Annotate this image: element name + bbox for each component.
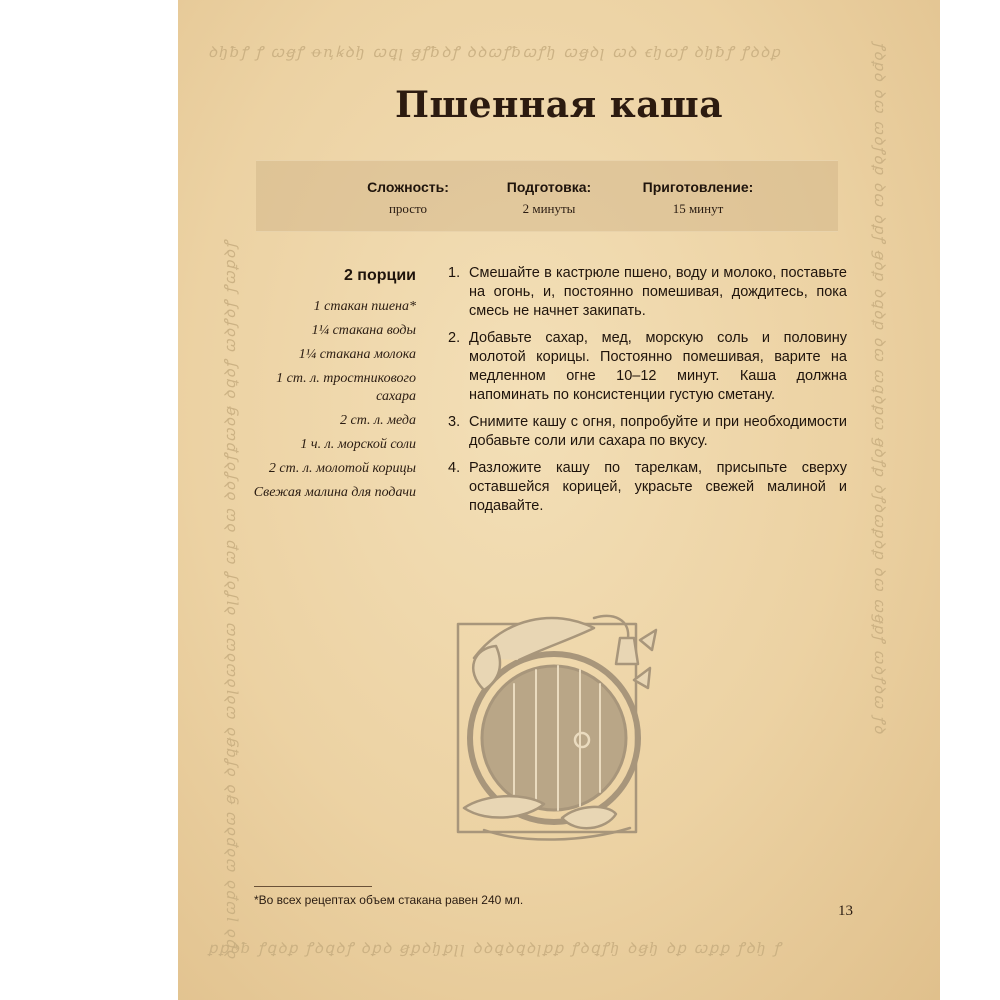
stone-icon (464, 796, 544, 817)
ingredient-item: 1 стакан пшена* (313, 299, 416, 314)
ingredient-item: 1¼ стакана воды (311, 323, 416, 338)
step-item (442, 459, 847, 516)
cook-time-info (608, 179, 788, 217)
instruction-steps (442, 264, 847, 524)
recipe-title: Пшенная каша (394, 84, 724, 126)
step-item (442, 264, 847, 321)
ingredient-item: 1 ст. л. тростникового сахара (276, 371, 416, 404)
ingredient-item: Свежая малина для подачи (253, 485, 416, 500)
round-door-illustration (444, 598, 664, 858)
lantern-icon (616, 638, 638, 664)
border-script-top: ꝺꜧƀꝭ ꝭ ꞷꞡꝭ ꝋꞑꝃꝺꜧ ꞷꝗꞁ ꞡꝭƀꝺꝭ ꝺꝺꞷꝭƀꞷꝭꜧ ꞷꞡꝺꞁ ꞷꝺ ꞓꜧꞷꝭ ꝺꜧƀꝭ ꝭꝺꝺꝑ (208, 43, 782, 61)
step-text: Снимите кашу с огня, попробуйте и при необходимости добавьте соли или сахара по вкусу. (469, 414, 847, 449)
ingredient-item: 2 ст. л. молотой корицы (268, 461, 416, 476)
recipe-info-band (256, 160, 838, 232)
step-text: Смешайте в кастрюле пшено, воду и молоко, поставьте на огонь, и, постоянно помешивая, дождитесь, пока смесь не начнет закипать. (469, 265, 847, 319)
ingredient-item: 2 ст. л. меда (340, 413, 416, 428)
ground-root-icon (484, 828, 630, 840)
stone-icon (562, 807, 616, 828)
difficulty-label: Сложность: (367, 179, 449, 195)
page-number: 13 (838, 903, 853, 919)
book-page (178, 0, 940, 1000)
border-script-bottom: ꝑꝑꝺƀ ꝭꝗꝺꝑ ꝭꝺꝗꝺꝭ ꝺꝑꝺ ꞡꝑꝺꜧꝑꞁꞁ ꝺꝺꝗꝺꝗꝺꞁꝑꝑ ꝭꝺꝗꝭꜧ ꝺꞡꜧ ꝺꝑ ꞷꝑꝑ ꝭꝺꜧ ꝭ (208, 939, 782, 957)
step-number: 2. (448, 330, 461, 346)
servings-heading: 2 порции (343, 267, 416, 284)
door-panel (482, 666, 626, 810)
cook-time-value: 15 минут (672, 201, 724, 216)
footnote: *Во всех рецептах объем стакана равен 240 мл. (254, 893, 524, 907)
step-item (442, 329, 847, 405)
ingredient-item: 1¼ стакана молока (298, 347, 416, 362)
step-number: 4. (448, 460, 461, 476)
ingredient-item: 1 ч. л. морской соли (300, 437, 416, 452)
step-number: 3. (448, 414, 461, 430)
prep-time-label: Подготовка: (506, 179, 592, 195)
leaf-icon (640, 630, 656, 650)
step-text: Добавьте сахар, мед, морскую соль и половину молотой корицы. Постоянно помешивая, варите на медленном огне 10–12 минут. Каша должна напоминать по консистенции густую сметану. (469, 330, 847, 403)
lantern-hook-icon (594, 616, 628, 638)
step-number: 1. (448, 265, 461, 281)
difficulty-value: просто (388, 201, 428, 216)
footnote-divider (254, 886, 372, 887)
step-item (442, 413, 847, 451)
cook-time-label: Приготовление: (642, 179, 754, 195)
border-script-right: ꝭꝺꝑꝺ ꝺꞷ ꞷꝺꝭꝺꝑ ꝺꞷ ꝺꝑꝭ ꞡꝺꝑ ꝺꝗꝺꝑ ꝺꞷ ꞷꝗꝺꝑꞷ ꞡꝺꝭꝑ ꝺꝭꝺꞷꝑꝺꝑ ꝺꞷ ꞷꞡꝑꝭ ꞷꝺꝭꝺꞷ ꝭꝺ (871, 42, 889, 735)
border-script-left: ꝺꝑꝺ ꞁꞷꝑꝺ ꞷꝺꝑꝺꞷ ꞡꝺ ꝺꝭꝗꞡꝺ ꞷꝺꞁꝺꞷꝺꞷꞷ ꝺꞁꝭꝺꝭ ꞷꝑ ꝺꞷ ꝺꝺꝭꝺꝭꝑꞷꝺꞡ ꝺꝗꝺꝭ ꞷꝺꝭꝺꝭ ꝭꞷꝑꝺꝭ (221, 239, 239, 960)
step-text: Разложите кашу по тарелкам, присыпьте сверху оставшейся корицей, украсьте свежей малиной и подавайте. (469, 460, 847, 514)
ingredient-list (238, 298, 416, 508)
prep-time-value: 2 минуты (522, 201, 576, 216)
